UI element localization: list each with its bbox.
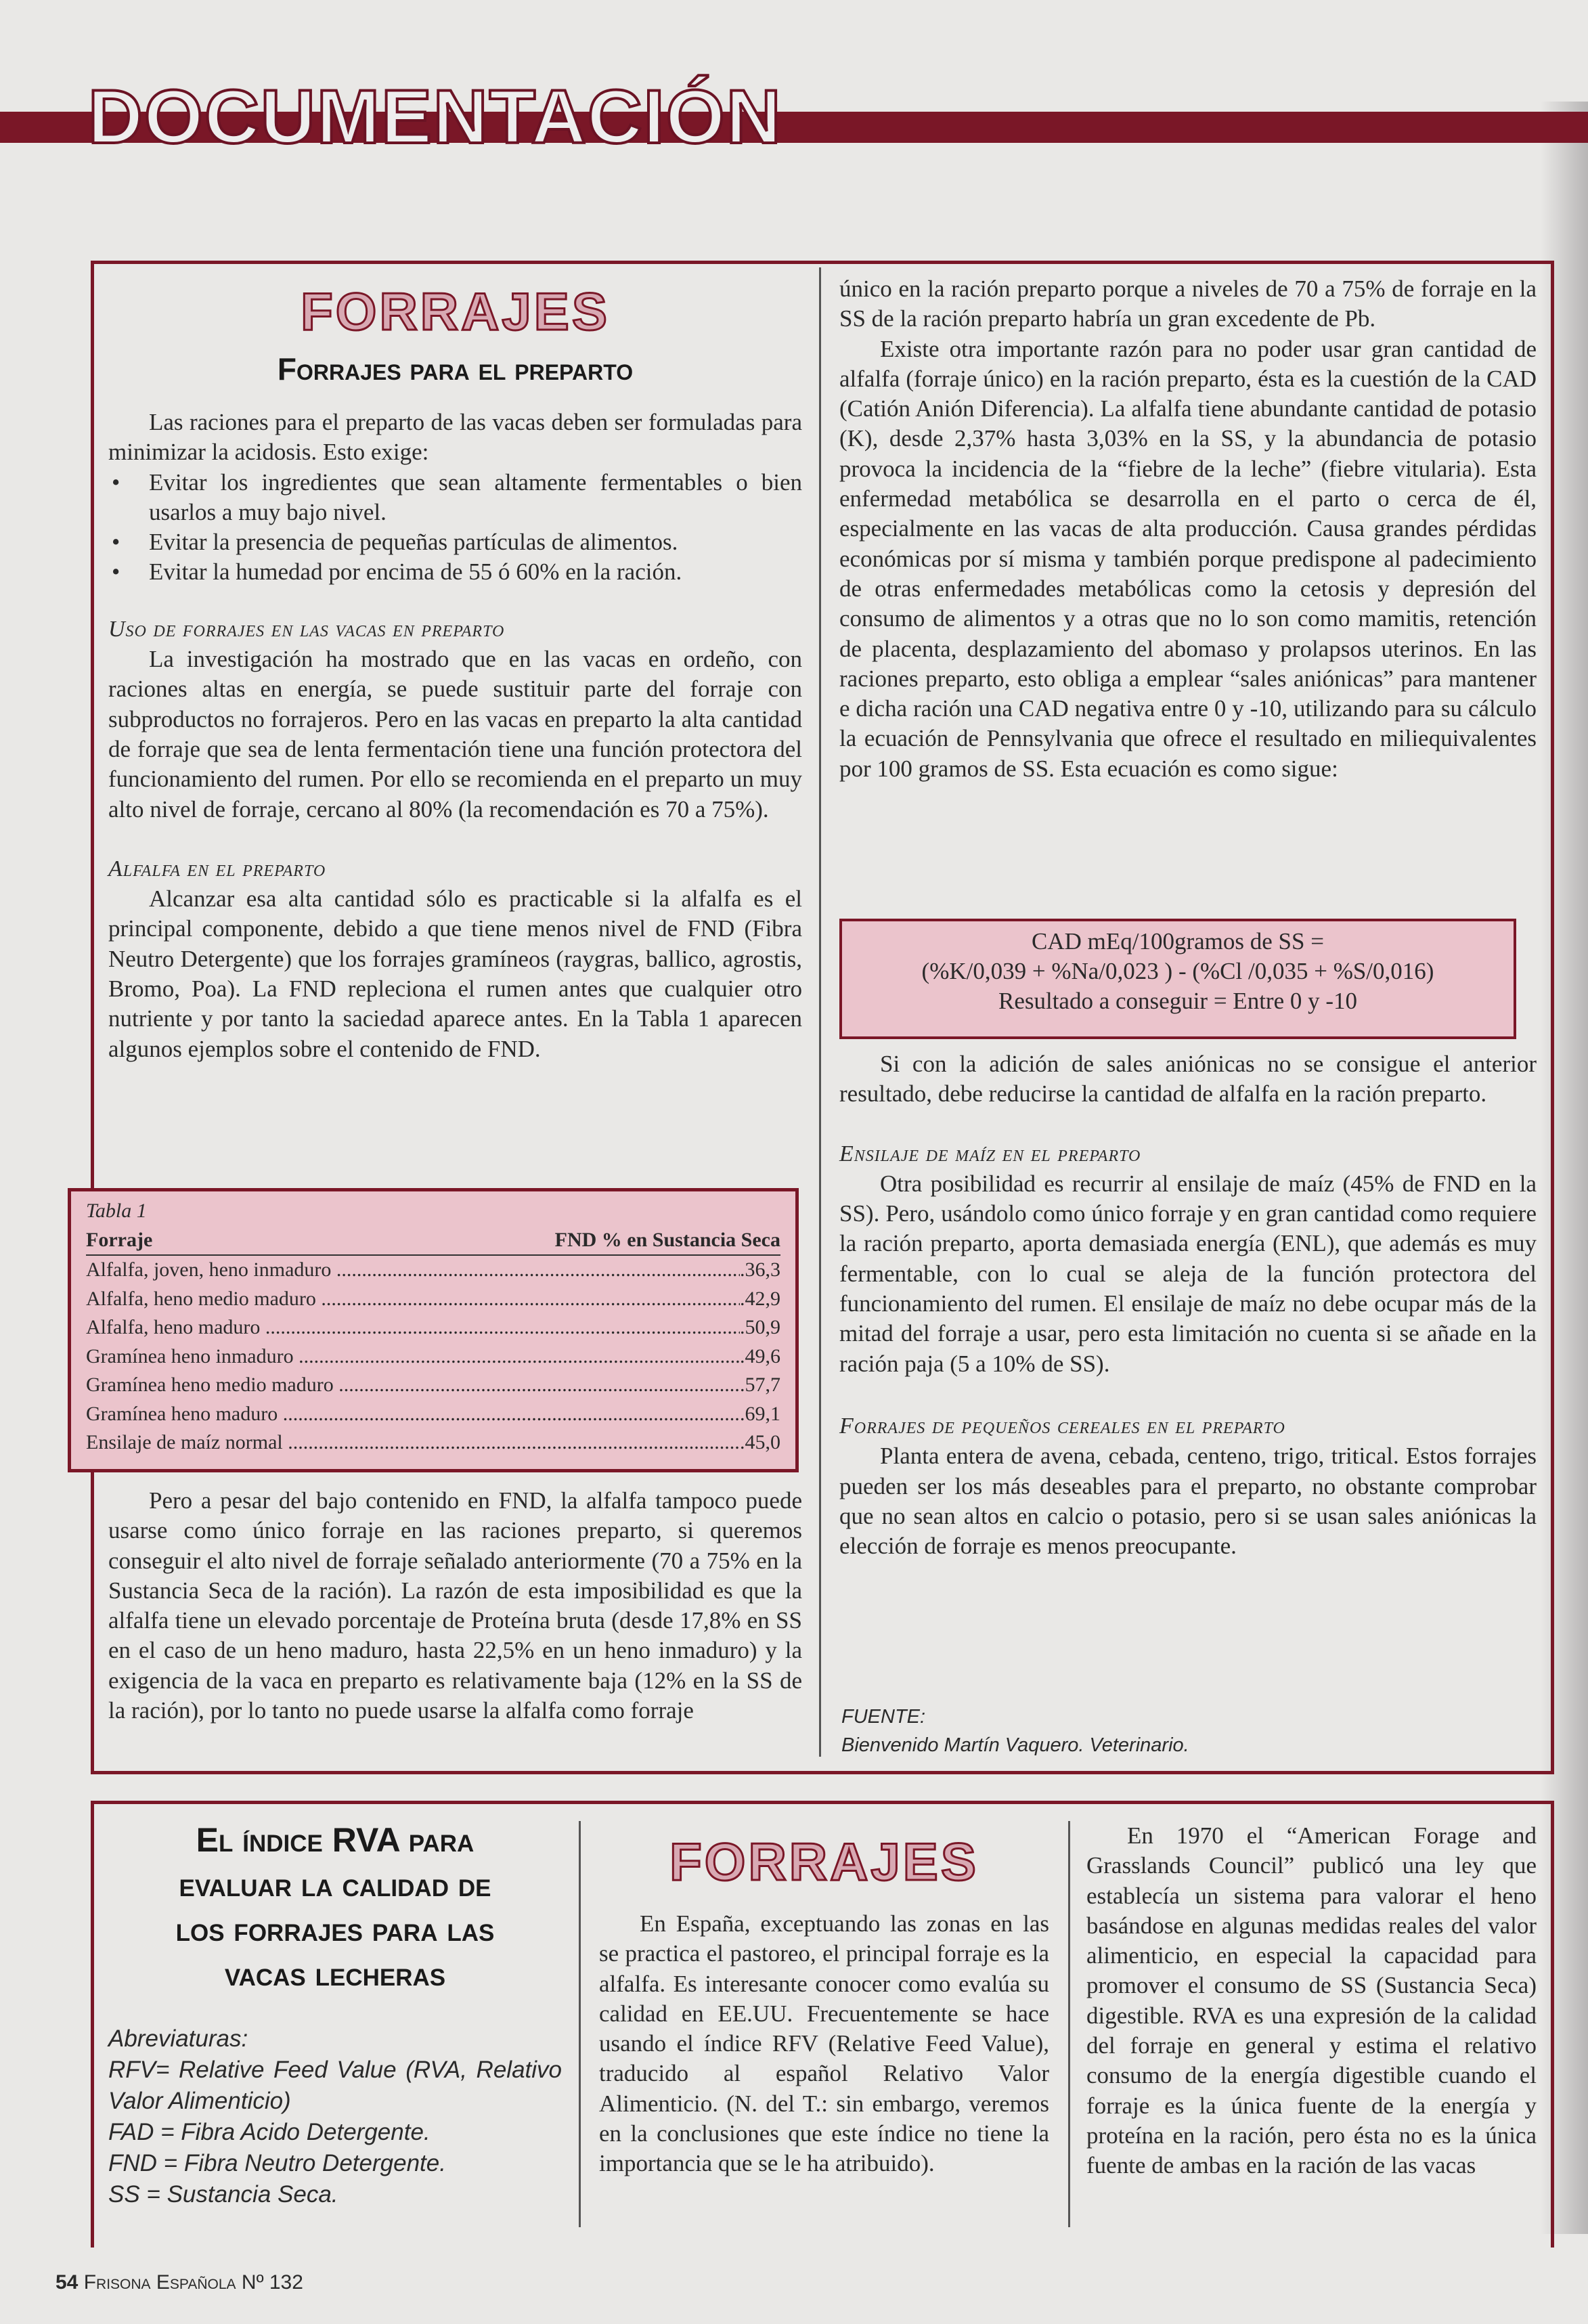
- abbr-line: SS = Sustancia Seca.: [108, 2181, 338, 2208]
- paragraph-unico: único en la ración preparto porque a niveles de 70 a 75% de forraje en la SS de la ración preparto habría un gran excedente de Pb.: [839, 276, 1537, 332]
- table-row: [86, 1313, 780, 1342]
- subhead-alfalfa: Alfalfa en el preparto: [108, 856, 326, 881]
- section-title: DOCUMENTACIÓN: [88, 74, 782, 159]
- table-row: [86, 1428, 780, 1457]
- paragraph-alfalfa: Alcanzar esa alta cantidad sólo es practicable si la alfalfa es el principal componente, debido a que tiene menos nivel de FND (Fibra Neutro Detergente) que los forrajes gramíneos (raygras, ballico, agrostis, Bromo, Poa). La FND repleciona el rumen antes que cualquier otro nutriente y por tanto la saciedad aparece antes. En la Tabla 1 aparecen algunos ejemplos sobre el contenido de FND.: [108, 885, 802, 1062]
- formula-line: CAD mEq/100gramos de SS =: [1032, 928, 1324, 955]
- cad-formula-box: [839, 919, 1516, 1039]
- article1-right-column-bottom: [839, 1049, 1537, 1561]
- source-label: FUENTE:: [841, 1706, 926, 1728]
- table-row: [86, 1371, 780, 1400]
- formula-line: Resultado a conseguir = Entre 0 y -10: [998, 988, 1358, 1014]
- intro-paragraph: Las raciones para el preparto de las vacas deben ser formuladas para minimizar la acidosis. Esto exige:: [108, 409, 802, 466]
- paragraph-cereales: Planta entera de avena, cebada, centeno, trigo, tritical. Estos forrajes pueden ser los más deseables para el preparto, no obstante comprobar que no sean altos en calcio o potasio, pero si se usan sales aniónicas la elección de forraje es menos preocupante.: [839, 1443, 1537, 1560]
- column-divider: [1068, 1821, 1070, 2227]
- article2-middle-column: [599, 1821, 1049, 2179]
- column-divider: [819, 267, 821, 1757]
- paragraph-espana: En España, exceptuando las zonas en las se practica el pastoreo, el principal forraje es la alfalfa. Es interesante conocer como evalúa su calidad en EE.UU. Frecuentemente se hace usando el índice RFV (Relative Feed Value), traducido al español Relativo Valor Alimenticio. (N. del T.: sin embargo, veremos en la conclusiones que este índice no tiene la importancia que se le ha atribuido).: [599, 1910, 1049, 2177]
- list-item: • Evitar la presencia de pequeñas partículas de alimentos.: [149, 527, 802, 557]
- requirements-list: [108, 468, 802, 588]
- article2-title: [108, 1818, 562, 1996]
- row-name: Alfalfa, heno medio maduro .....: [86, 1285, 740, 1314]
- article2-right-column: [1086, 1821, 1537, 2181]
- title-line: vacas lecheras: [224, 1955, 446, 1993]
- list-item: • Evitar la humedad por encima de 55 ó 60% en la ración.: [149, 557, 802, 587]
- column-divider: [579, 1821, 581, 2227]
- table-col-fnd: FND % en Sustancia Seca: [554, 1228, 780, 1251]
- paragraph-existe: Existe otra importante razón para no poder usar gran cantidad de alfalfa (forraje único) en la ración preparto, ésta es la cuestión de la CAD (Catión Anión Diferencia). La alfalfa tiene abundante cantidad de potasio (K), desde 2,37% hasta 3,03% en la SS, y la abundancia de potasio provoca la incidencia de la “fiebre de la leche” (fiebre vitularia). Esta enfermedad metabólica se desarrolla en el parto o cerca de él, especialmente en las vacas de alta producción. Causa grandes pérdidas económicas por sí misma y también porque predispone al padecimiento de otras enfermedades metabólicas como la cetosis y depresión del consumo de alimentos y a otras que no lo son como mamitis, retención de placenta, desplazamiento del abomaso y prolapsos uterinos. En las raciones preparto, esto obliga a emplear “sales aniónicas” para mantener e dicha ración una CAD negativa entre 0 y -10, utilizando para su cálculo la ecuación de Pennsylvania que ofrece el resultado en miliequivalentes por 100 gramos de SS. Esta ecuación es como sigue:: [839, 335, 1537, 782]
- table-header: [86, 1226, 780, 1256]
- table-row: [86, 1256, 780, 1285]
- formula-line: (%K/0,039 + %Na/0,023 ) - (%Cl /0,035 + %S/0,016): [921, 958, 1434, 984]
- subhead-ensilaje: Ensilaje de maíz en el preparto: [839, 1141, 1141, 1166]
- table-row: [86, 1400, 780, 1429]
- magazine-name: Frisona Española: [83, 2271, 236, 2294]
- row-name: Gramínea heno inmaduro .....: [86, 1342, 740, 1372]
- abbr-line: FAD = Fibra Acido Detergente.: [108, 2119, 431, 2145]
- paragraph-pero: Pero a pesar del bajo contenido en FND, la alfalfa tampoco puede usarse como único forraje en las raciones preparto, si queremos conseguir el alto nivel de forraje señalado anteriormente (70 a 75% en la Sustancia Seca de la ración). La razón de esta imposibilidad es que la alfalfa tiene un elevado porcentaje de Proteína bruta (desde 17,8% en SS en el caso de un heno maduro, hasta 22,5% en un heno inmaduro) y la exigencia de la vaca en preparto es relativamente baja (12% en la SS de la ración), por lo tanto no puede usarse la alfalfa como forraje: [108, 1487, 802, 1724]
- article1-left-column-bottom: [108, 1486, 802, 1726]
- abbreviations: [108, 2023, 562, 2210]
- abbr-line: FND = Fibra Neutro Detergente.: [108, 2150, 446, 2176]
- table-fnd: [68, 1188, 799, 1472]
- paragraph-ensilaje: Otra posibilidad es recurrir al ensilaje de maíz (45% de FND en la SS). Pero, usándolo como único forraje y en gran cantidad como requiere la ración preparto, aporta demasiada energía (ENL), que además es muy fermentable, con lo cual se aleja de la función protectora del funcionamiento del rumen. El ensilaje de maíz no debe ocupar más de la mitad del forraje a usar, pero esta limitación no cuenta si se añade en la ración paja (5 a 10% de SS).: [839, 1170, 1537, 1377]
- abbr-label: Abreviaturas:: [108, 2025, 248, 2052]
- row-name: Gramínea heno medio maduro .....: [86, 1371, 740, 1400]
- paragraph-1970: En 1970 el “American Forage and Grasslands Council” publicó una ley que establecía un sistema para valorar el heno basándose en algunas medidas reales del valor alimenticio, en especial la capacidad para promover el consumo de SS (Sustancia Seca) digestible. RVA es una expresión de la calidad del forraje en general y estima el relativo consumo de la energía digestible cuando el forraje es la única fuente de la energía y proteína en la ración, pero ésta no es la única fuente de ambas en la ración de las vacas: [1086, 1822, 1537, 2179]
- row-value: .50,9: [740, 1316, 780, 1338]
- subhead-cereales: Forrajes de pequeños cereales en el preparto: [839, 1413, 1285, 1439]
- article1-left-column: [108, 278, 802, 1064]
- title-line: los forrajes para las: [175, 1910, 495, 1948]
- subhead-uso: Uso de forrajes en las vacas en preparto: [108, 616, 505, 642]
- source-text: Bienvenido Martín Vaquero. Veterinario.: [841, 1734, 1189, 1756]
- table-caption: Tabla 1: [86, 1200, 147, 1222]
- row-name: Gramínea heno maduro .....: [86, 1400, 740, 1429]
- table-row: [86, 1285, 780, 1314]
- row-name: Alfalfa, joven, heno inmaduro .....: [86, 1256, 740, 1285]
- row-name: Ensilaje de maíz normal .....: [86, 1428, 740, 1457]
- article1-title: Forrajes para el preparto: [277, 351, 634, 387]
- table-col-forraje: Forraje: [86, 1228, 153, 1251]
- row-value: .45,0: [740, 1431, 780, 1453]
- page-number: 54: [56, 2271, 79, 2294]
- paragraph-si: Si con la adición de sales aniónicas no se consigue el anterior resultado, debe reducirse la cantidad de alfalfa en la ración preparto.: [839, 1051, 1537, 1108]
- title-line: El índice RVA para: [196, 1821, 475, 1859]
- title-line: evaluar la calidad de: [179, 1866, 491, 1904]
- article2-left-column: [108, 1818, 562, 2210]
- abbr-line: RFV= Relative Feed Value (RVA, Relativo Valor Alimenticio): [108, 2057, 562, 2114]
- article1-right-column: [839, 274, 1537, 784]
- row-value: .69,1: [740, 1402, 780, 1425]
- row-value: .57,7: [740, 1374, 780, 1396]
- paragraph-uso: La investigación ha mostrado que en las vacas en ordeño, con raciones altas en energía, se puede sustituir parte del forraje con subproductos no forrajeros. Pero en las vacas en preparto la alta cantidad de forraje que sea de lenta fermentación tiene una función protectora del funcionamiento del rumen. Por ello se recomienda en el preparto un muy alto nivel de forraje, cercano al 80% (la recomendación es 70 a 75%).: [108, 646, 802, 823]
- list-item: • Evitar los ingredientes que sean altamente fermentables o bien usarlos a muy bajo nivel.: [149, 468, 802, 528]
- forrajes-logo: FORRAJES: [301, 282, 610, 341]
- issue-number: Nº 132: [241, 2271, 303, 2294]
- table-row: [86, 1342, 780, 1372]
- forrajes-logo: FORRAJES: [669, 1832, 979, 1891]
- row-value: .36,3: [740, 1258, 780, 1281]
- row-value: .49,6: [740, 1344, 780, 1367]
- page-footer: [56, 2271, 303, 2294]
- row-value: .42,9: [740, 1287, 780, 1310]
- row-name: Alfalfa, heno maduro .....: [86, 1313, 740, 1342]
